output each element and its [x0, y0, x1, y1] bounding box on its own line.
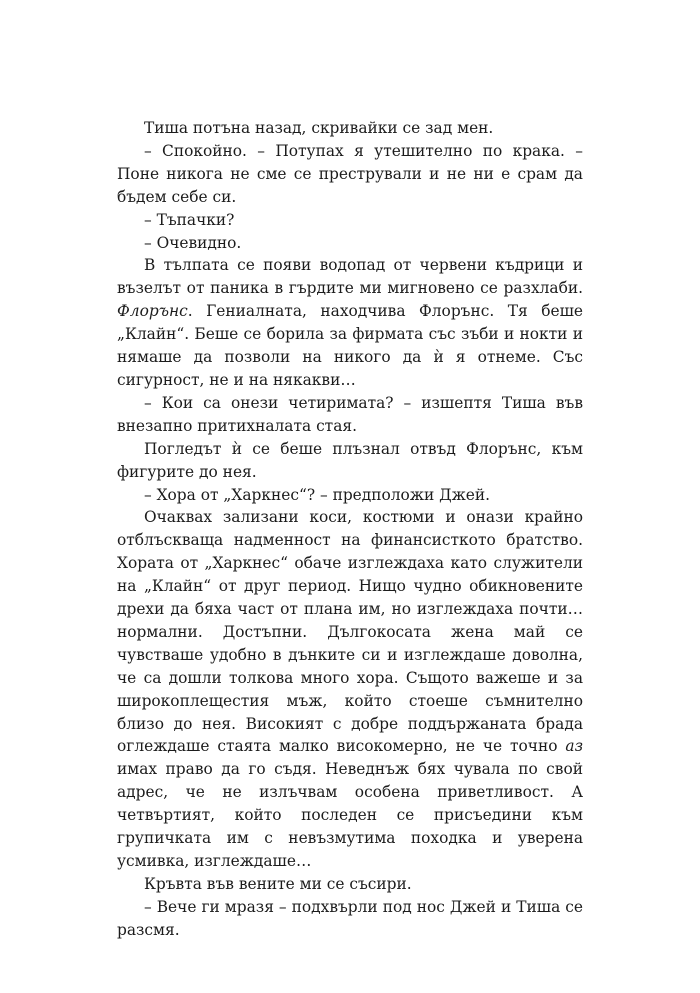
paragraph: Очаквах зализани коси, костюми и онази крайно отблъскваща надменност на финансисткото братство. Хората от „Харкнес“ обаче изглеждаха като служители на „Клайн“ от друг период. Нищо чудно обикновените дрехи да бяха част от плана им, но изглеждаха почти… нормални. Достъпни. Дългокосата жена май се чувстваше удобно в дънките си и изглеждаше доволна, че са дошли толкова много хора. Същото важеше и за широкоплещестия мъж, който стоеше съмнително близо до нея. Високият с добре поддържаната брада оглеждаше стаята малко високомерно, не че точно аз имах право да го съдя. Неведнъж бях чувала по свой адрес, че не излъчвам особена приветливост. А четвъртият, който последен се присъедини към групичката им с невъзмутима походка и уверена усмивка, изглеждаше…: [117, 508, 583, 870]
paragraph: Тиша потъна назад, скривайки се зад мен.: [144, 119, 494, 137]
italic-pronoun: аз: [565, 737, 583, 756]
paragraph: – Очевидно.: [144, 233, 242, 252]
paragraph: – Спокойно. – Потупах я утешително по крака. – Поне никога не сме се престрували и не ни е срам да бъдем себе си.: [117, 141, 583, 206]
paragraph: – Хора от „Харкнес“? – предположи Джей.: [144, 485, 491, 504]
paragraph: Кръвта във вените ми се съсири.: [144, 874, 412, 893]
body-text: [117, 117, 583, 942]
paragraph: В тълпата се появи водопад от червени къдрици и възелът от паника в гърдите ми мигновено се разхлаби. Флорънс. Гениалната, находчива Флорънс. Тя беше „Клайн“. Беше се борила за фирмата със зъби и нокти и нямаше да позволи на никого да ѝ я отнеме. Със сигурност, не и на някакви…: [117, 256, 583, 389]
paragraph: – Вече ги мразя – подхвърли под нос Джей и Тиша се разсмя.: [117, 897, 583, 939]
paragraph: Погледът ѝ се беше плъзнал отвъд Флорънс, към фигурите до нея.: [117, 439, 583, 481]
paragraph: – Кои са онези четиримата? – изшептя Тиша във внезапно притихналата стая.: [117, 393, 583, 435]
italic-name: Флорънс: [117, 302, 188, 321]
paragraph: – Тъпачки?: [144, 210, 235, 229]
